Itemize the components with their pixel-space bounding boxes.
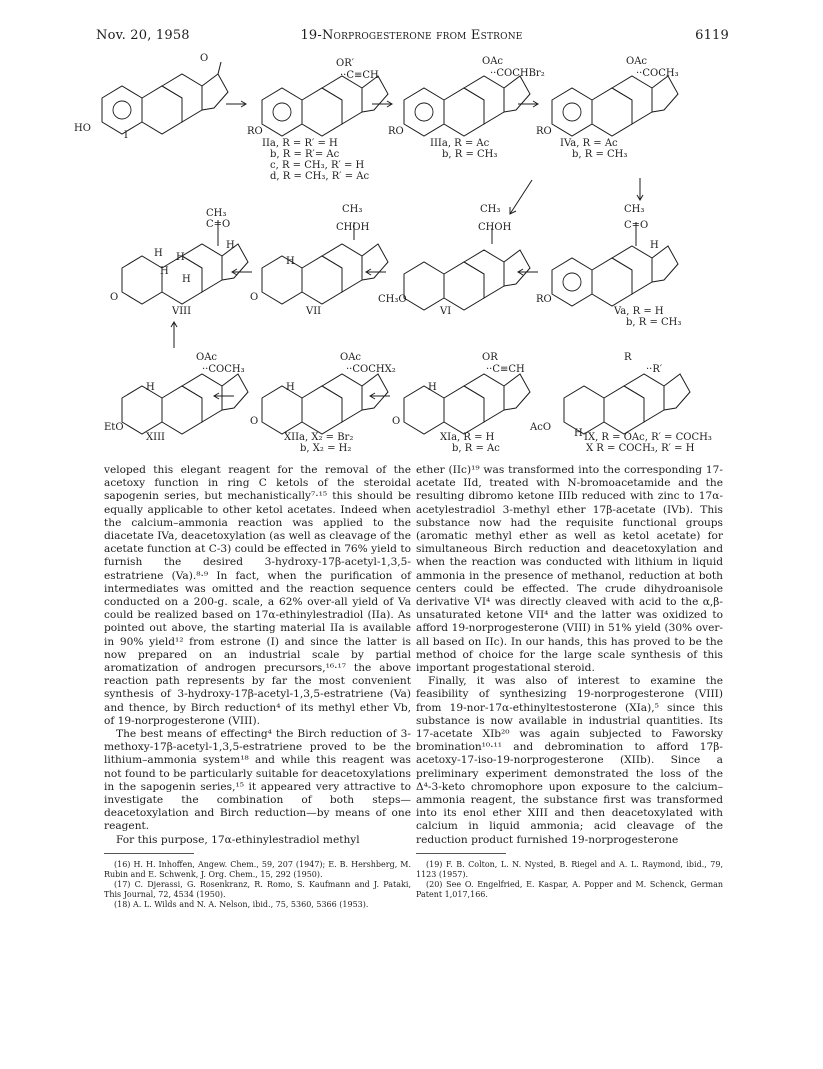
carbonyl-label: C=O: [206, 219, 231, 230]
structure-VIII: [110, 208, 248, 317]
structure-VII: [250, 204, 388, 317]
compound-label: Va, R = H: [614, 306, 664, 317]
arrow-4: [232, 269, 252, 275]
or-label: OR: [482, 352, 498, 363]
ch3-label: CH₃: [342, 204, 363, 215]
oac-label: OAc: [626, 56, 648, 67]
o-label: O: [250, 292, 259, 303]
arrow-5: [366, 269, 386, 275]
ro-label: RO: [536, 126, 552, 137]
compound-label: d, R = CH₃, R′ = Ac: [270, 171, 370, 182]
meo-label: CH₃O: [378, 294, 407, 305]
compound-label: IIIa, R = Ac: [430, 138, 490, 149]
down-arrow: [637, 178, 643, 200]
structure-XIII: [104, 352, 248, 443]
footnote-rule: [416, 853, 506, 854]
left-column: [104, 464, 411, 910]
substituent-label: ··C≡CH: [486, 364, 525, 375]
structure-II: [247, 58, 388, 182]
structure-III: [388, 56, 545, 160]
footnote: (17) C. Djerassi, G. Rosenkranz, R. Romo, S. Kaufmann and J. Pataki, This Journal, 72, 4534 (1950).: [104, 879, 411, 899]
paragraph: veloped this elegant reagent for the removal of the acetoxy function in ring C ketols of the steroidal sapogenin series, but mechanistically⁷·¹⁵ this should be equally applicable to other ketol acetates. Indeed when the calcium–ammonia reaction was applied to the diacetate IVa, deacetoxylation (as well as cleavage of the acetate function at C-3) could be effected in 76% yield to furnish the desired 3-hydroxy-17β-acetyl-1,3,5-estratriene (Va).⁸·⁹ In fact, when the purification of intermediates was omitted and the reaction sequence conducted on a 200-g. scale, a 62% over-all yield of Va could be realized based on 17α-ethinylestradiol (IIa). As pointed out above, the starting material IIa is available in 90% yield¹² from estrone (I) and since the latter is now prepared on an industrial scale by partial aromatization of androgen precursors,¹⁶·¹⁷ the above reaction path represents by far the most convenient synthesis of 3-hydroxy-17β-acetyl-1,3,5-estratriene (Va) and thence, by Birch reduction⁴ of its methyl ether Vb, of 19-norprogesterone (VIII).: [104, 464, 411, 727]
running-header-date: Nov. 20, 1958: [96, 28, 190, 43]
ro-label: RO: [536, 294, 552, 305]
diagonal-arrow: [510, 180, 532, 214]
substituent-label: ··C≡CH: [340, 70, 379, 81]
structure-XII: [250, 352, 396, 454]
r-label: R: [624, 352, 632, 363]
compound-number-I: I: [124, 130, 128, 141]
footnote: (16) H. H. Inhoffen, Angew. Chem., 59, 207 (1947); E. B. Hershberg, M. Rubin and E. Schwenk, J. Org. Chem., 15, 292 (1950).: [104, 859, 411, 879]
paragraph: For this purpose, 17α-ethinylestradiol methyl: [116, 833, 360, 846]
compound-label: b, X₂ = H₂: [300, 443, 352, 454]
h-label: H: [154, 248, 163, 259]
h-label: H: [650, 240, 659, 251]
structure-IX: [529, 352, 712, 454]
footnotes: [104, 860, 411, 910]
structure-VI: [378, 204, 530, 317]
compound-number-VII: VII: [306, 306, 322, 317]
reaction-scheme: [0, 0, 823, 462]
compound-number-XIII: XIII: [146, 432, 165, 443]
h-label: H: [574, 428, 583, 439]
compound-label: b, R = Ac: [452, 443, 500, 454]
chol-label: CHOH: [478, 222, 512, 233]
structure-V: [536, 204, 681, 328]
h-label: H: [182, 274, 191, 285]
h-label: H: [146, 382, 155, 393]
h-label: H: [160, 266, 169, 277]
compound-label: b, R = R′= Ac: [270, 149, 340, 160]
page-number: 6119: [695, 28, 729, 43]
substituent-label: ··COCH₃: [636, 68, 679, 79]
compound-label: b, R = CH₃: [442, 149, 498, 160]
compound-label: b, R = CH₃: [572, 149, 628, 160]
structure-I: [74, 53, 228, 141]
paragraph: Finally, it was also of interest to examine the feasibility of synthesizing 19-norprogesterone (VIII) from 19-nor-17α-ethinyltestosterone (XIa),⁵ since this substance is now available in industrial quantities. Its 17-acetate XIb²⁰ was again subjected to Faworsky bromination¹⁰·¹¹ and debromination to afford 17β-acetoxy-17-iso-19-norprogesterone (XIIb). Since a preliminary experiment demonstrated the loss of the Δ⁴-3-keto chromophore upon exposure to the calcium–ammonia reagent, the substance first was transformed into its enol ether XIII and then deacetoxylated with calcium in liquid ammonia; acid cleavage of the reduction product furnished 19-norprogesterone: [416, 675, 723, 846]
h-label: H: [286, 256, 295, 267]
compound-number-VI: VI: [440, 306, 452, 317]
structure-XI: [392, 352, 530, 454]
ch3-label: CH₃: [624, 204, 645, 215]
compound-label: IX, R = OAc, R′ = COCH₃: [584, 432, 712, 443]
chol-label: CHOH: [336, 222, 370, 233]
oac-label: OAc: [196, 352, 218, 363]
compound-label: X R = COCH₃, R′ = H: [586, 443, 695, 454]
arrow-3: [518, 101, 538, 107]
compound-label: c, R = CH₃, R′ = H: [270, 160, 365, 171]
ro-label: RO: [247, 126, 263, 137]
arrow-2: [372, 101, 392, 107]
right-column: [416, 464, 723, 900]
h-label: H: [226, 240, 235, 251]
h-label: H: [286, 382, 295, 393]
aco-label: AcO: [530, 422, 552, 433]
eto-label: EtO: [104, 422, 124, 433]
footnote: (19) F. B. Colton, L. N. Nysted, B. Riegel and A. L. Raymond, ibid., 79, 1123 (1957).: [416, 859, 723, 879]
compound-label: IVa, R = Ac: [560, 138, 618, 149]
h-label: H: [176, 252, 185, 263]
substituent-label: ··R′: [646, 364, 663, 375]
o-label: O: [110, 292, 119, 303]
footnotes: [416, 860, 723, 900]
compound-label: IIa, R = R′ = H: [262, 138, 338, 149]
h-label: H: [428, 382, 437, 393]
footnote-rule: [104, 853, 194, 854]
structure-IV: [536, 56, 679, 160]
compound-label: XIIa, X₂ = Br₂: [284, 432, 354, 443]
ho-label: HO: [74, 123, 91, 134]
compound-label: b, R = CH₃: [626, 317, 682, 328]
compound-label: XIa, R = H: [440, 432, 495, 443]
running-header-title: 19-Norprogesterone from Estrone: [300, 28, 523, 43]
substituent-label: ··COCHBr₂: [490, 68, 545, 79]
ketone-o-label: O: [200, 53, 209, 64]
arrow-1: [226, 101, 246, 107]
arrow-7: [214, 393, 234, 399]
paragraph: The best means of effecting⁴ the Birch reduction of 3-methoxy-17β-acetyl-1,3,5-estratriene proved to be the lithium–ammonia system¹⁸ and while this reagent was not found to be particularly suitable for deacetoxylations in the sapogenin series,¹⁵ it appeared very attractive to investigate the combination of both steps—deacetoxylation and Birch reduction—by means of one reagent.: [104, 728, 411, 833]
ch3-label: CH₃: [480, 204, 501, 215]
oac-label: OAc: [482, 56, 504, 67]
substituent-label: ··COCH₃: [202, 364, 245, 375]
up-arrow: [171, 322, 177, 348]
substituent-label: OR′: [336, 58, 354, 69]
oac-label: OAc: [340, 352, 362, 363]
footnote: (20) See O. Engelfried, E. Kaspar, A. Popper and M. Schenck, German Patent 1,017,166.: [416, 879, 723, 899]
o-label: O: [392, 416, 401, 427]
footnote: (18) A. L. Wilds and N. A. Nelson, ibid., 75, 5360, 5366 (1953).: [114, 899, 369, 909]
paragraph: ether (IIc)¹⁹ was transformed into the corresponding 17-acetate IId, treated with N-bromoacetamide and the resulting dibromo ketone IIIb reduced with zinc to 17α-acetylestradiol 3-methyl ether 17β-acetate (IVb). This substance now had the requisite functional groups (aromatic methyl ether as well as ketol acetate) for simultaneous Birch reduction and deacetoxylation and when the reaction was conducted with lithium in liquid ammonia in the presence of methanol, reduction at both centers could be effected. The crude dihydroanisole derivative VI⁴ was directly cleaved with acid to the α,β-unsaturated ketone VII⁴ and the latter was oxidized to afford 19-norprogesterone (VIII) in 51% yield (30% over-all based on IIc). In our hands, this has proved to be the method of choice for the large scale synthesis of this important progestational steroid.: [416, 464, 723, 675]
o-label: O: [250, 416, 259, 427]
compound-number-VIII: VIII: [172, 306, 192, 317]
carbonyl-label: C=O: [624, 220, 649, 231]
ro-label: RO: [388, 126, 404, 137]
substituent-label: ··COCHX₂: [346, 364, 396, 375]
ch3-label: CH₃: [206, 208, 227, 219]
